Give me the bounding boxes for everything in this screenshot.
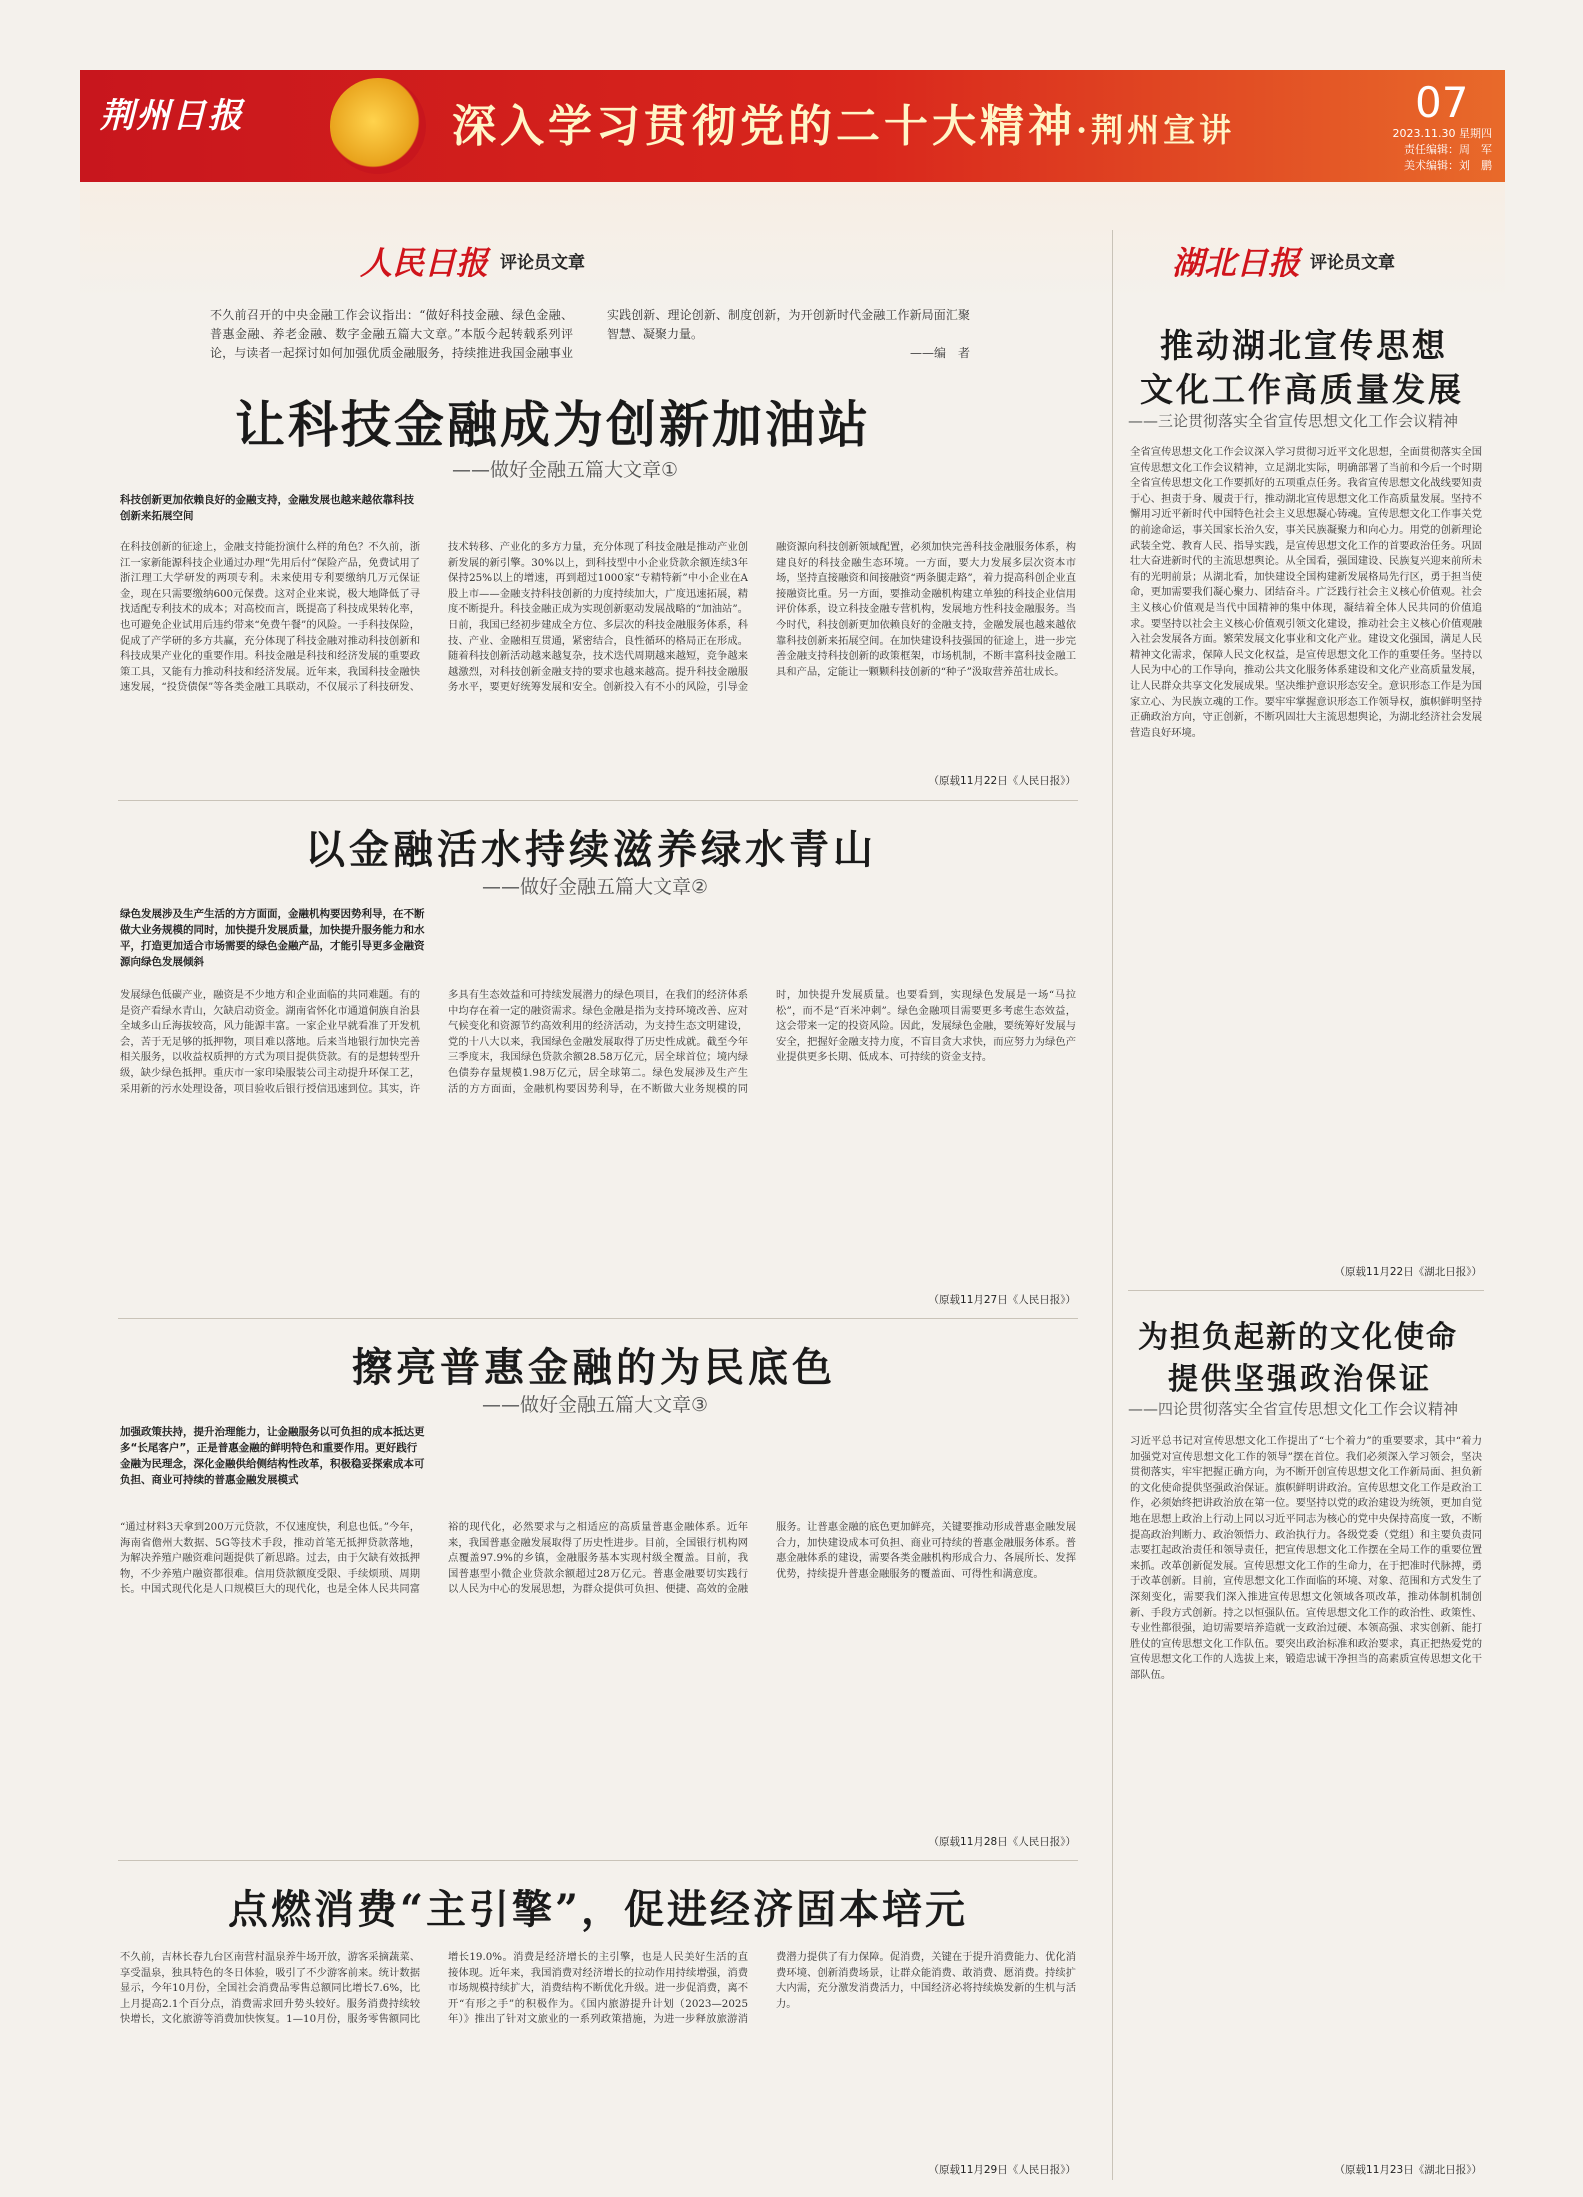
- article-4-body: 不久前，吉林长春九台区南营村温泉养牛场开放，游客采摘蔬菜、享受温泉，独具特色的冬日体验，吸引了不少游客前来。统计数据显示，今年10月份，全国社会消费品零售总额同比增长7.6%，比上月提高2.1个百分点，消费需求回升势头较好。服务消费持续较快增长，文化旅游等消费加快恢复。1—10月份，服务零售额同比增长19.0%。消费是经济增长的主引擎，也是人民美好生活的直接体现。近年来，我国消费对经济增长的拉动作用持续增强，消费市场规模持续扩大，消费结构不断优化升级。进一步促消费，离不开“有形之手”的积极作为。《国内旅游提升计划（2023—2025年）》推出了针对文旅业的一系列政策措施，为进一步释放旅游消费潜力提供了有力保障。促消费，关键在于提升消费能力、优化消费环境、创新消费场景，让群众能消费、敢消费、愿消费。持续扩大内需，充分激发消费活力，中国经济必将持续焕发新的生机与活力。: [120, 1951, 1076, 2026]
- issue-meta: [1380, 126, 1492, 174]
- series-intro: [210, 306, 970, 363]
- newspaper-logo: 荆州日报: [100, 96, 244, 136]
- hubei-article-1-source: （原载11月22日《湖北日报》）: [1334, 1266, 1482, 1278]
- party-emblem-icon: [330, 78, 426, 174]
- article-3-title: 擦亮普惠金融的为民底色: [352, 1344, 836, 1391]
- article-1-subtitle: ——做好金融五篇大文章①: [452, 459, 679, 481]
- hubei-article-1-separator: [1128, 1290, 1484, 1291]
- banner-title-section: ·荆州宣讲: [1076, 111, 1236, 149]
- article-4-source: （原载11月29日《人民日报》）: [928, 2164, 1076, 2176]
- article-3-separator: [118, 1860, 1078, 1861]
- article-1-lead: 科技创新更加依赖良好的金融支持，金融发展也越来越依靠科技创新来拓展空间: [120, 494, 414, 522]
- article-3-source: （原载11月28日《人民日报》）: [928, 1836, 1076, 1848]
- article-2-body: 发展绿色低碳产业，融资是不少地方和企业面临的共同难题。有的是资产看绿水青山，欠缺启动资金。湖南省怀化市通道侗族自治县全域多山丘海拔较高，风力能源丰富。一家企业早就看准了开发机会，苦于无足够的抵押物，项目难以落地。后来当地银行加快完善相关服务，以收益权质押的方式为项目提供贷款。有的是想转型升级，缺少绿色抵押。重庆市一家印染服装公司主动提升环保工艺，采用新的污水处理设备，项目验收后银行授信迅速到位。其实，许多具有生态效益和可持续发展潜力的绿色项目，在我们的经济体系中均存在着一定的融资需求。绿色金融是指为支持环境改善、应对气候变化和资源节约高效利用的经济活动，为支持生态文明建设，党的十八大以来，我国绿色金融发展取得了历史性成就。截至今年三季度末，我国绿色贷款余额28.58万亿元，居全球首位；境内绿色债券存量规模1.98万亿元，居全球第二。绿色发展涉及生产生活的方方面面，金融机构要因势利导，在不断做大业务规模的同时，加快提升发展质量。也要看到，实现绿色发展是一场“马拉松”，而不是“百米冲刺”。绿色金融项目需要更多考虑生态效益，这会带来一定的投资风险。因此，发展绿色金融，要统筹好发展与安全，把握好金融支持力度，不盲目贪大求快，而应努力为绿色产业提供更多长期、低成本、可持续的资金支持。: [120, 989, 1076, 1095]
- hubei-daily-tag: 评论员文章: [1310, 253, 1395, 273]
- hubei-article-1-title-line1: 推动湖北宣传思想: [1160, 326, 1448, 365]
- page-banner: [80, 70, 1505, 182]
- article-2-subtitle: ——做好金融五篇大文章②: [482, 876, 709, 898]
- hubei-daily-masthead: 湖北日报: [1172, 244, 1301, 282]
- editor-credit: 责任编辑：周 军: [1404, 143, 1492, 156]
- hubei-article-2-title-line1: 为担负起新的文化使命: [1138, 1320, 1458, 1355]
- banner-title-main: 深入学习贯彻党的二十大精神: [452, 101, 1076, 152]
- series-intro-sign: ——编 者: [909, 346, 970, 360]
- article-1-body: 在科技创新的征途上，金融支持能扮演什么样的角色？不久前，浙江一家新能源科技企业通过办理“先用后付”保险产品，免费试用了浙江理工大学研发的两项专利。未来使用专利要缴纳几万元保证金，现在只需要缴纳600元保费。这对企业来说，极大地降低了寻找适配专利技术的成本；对高校而言，既提高了科技成果转化率，也可避免企业试用后违约带来“免费午餐”的风险。一手科技保险，促成了产学研的多方共赢，充分体现了科技金融对推动科技创新和科技成果产业化的重要作用。科技金融是科技和经济发展的重要政策工具，又能有力推动科技和经济发展。近年来，我国科技金融快速发展，“投贷债保”等各类金融工具联动，不仅展示了科技研发、技术转移、产业化的多方力量，充分体现了科技金融是推动产业创新发展的新引擎。30%以上，到科技型中小企业贷款余额连续3年保持25%以上的增速，再到超过1000家“专精特新”中小企业在A股上市——金融支持科技创新的力度持续加大，广度迅速拓展，精度不断提升。科技金融正成为实现创新驱动发展战略的“加油站”。日前，我国已经初步建成全方位、多层次的科技金融服务体系，科技、产业、金融相互贯通，紧密结合，良性循环的格局正在形成。随着科技创新活动越来越复杂，技术迭代周期越来越短，竞争越来越激烈，对科技创新金融支持的要求也越来越高。提升科技金融服务水平，要更好统筹发展和安全。创新投入有不小的风险，引导金融资源向科技创新领域配置，必须加快完善科技金融服务体系，构建良好的科技金融生态环境。一方面，要大力发展多层次资本市场，坚持直接融资和间接融资“两条腿走路”，着力提高科创企业直接融资比重。另一方面，要推动金融机构建立单独的科技企业信用评价体系，设立科技金融专营机构，发展地方性科技金融服务。当今时代，科技创新更加依赖良好的金融支持，金融发展也越来越依靠科技创新来拓展空间。在加快建设科技强国的征途上，进一步完善金融支持科技创新的政策框架，市场机制，不断丰富科技金融工具和产品，定能让一颗颗科技创新的“种子”汲取营养茁壮成长。: [120, 541, 1076, 694]
- article-1-title: 让科技金融成为创新加油站: [235, 395, 871, 454]
- article-3-subtitle: ——做好金融五篇大文章③: [482, 1394, 709, 1416]
- hubei-article-2-source: （原载11月23日《湖北日报》）: [1334, 2164, 1482, 2176]
- section-banner-title: [452, 90, 1235, 154]
- article-4-title: 点燃消费“主引擎”，促进经济固本培元: [228, 1886, 969, 1933]
- hubei-article-1-title-line2: 文化工作高质量发展: [1140, 370, 1464, 409]
- designer-credit: 美术编辑：刘 鹏: [1404, 159, 1492, 172]
- hubei-article-2-body: 习近平总书记对宣传思想文化工作提出了“七个着力”的重要要求，其中“着力加强党对宣传思想文化工作的领导”摆在首位。我们必须深入学习领会，坚决贯彻落实，牢牢把握正确方向，为不断开创宣传思想文化工作新局面、担负新的文化使命提供坚强政治保证。旗帜鲜明讲政治。宣传思想文化工作是政治工作，必须始终把讲政治放在第一位。要坚持以党的政治建设为统领，更加自觉地在思想上政治上行动上同以习近平同志为核心的党中央保持高度一致，不断提高政治判断力、政治领悟力、政治执行力。各级党委（党组）和主要负责同志要扛起政治责任和领导责任，把宣传思想文化工作摆在全局工作的重要位置来抓。改革创新促发展。宣传思想文化工作的生命力，在于把准时代脉搏，勇于改革创新。目前，宣传思想文化工作面临的环境、对象、范围和方式发生了深刻变化，需要我们深入推进宣传思想文化领域各项改革，推动体制机制创新、手段方式创新。持之以恒强队伍。宣传思想文化工作的政治性、政策性、专业性都很强，迫切需要培养造就一支政治过硬、本领高强、求实创新、能打胜仗的宣传思想文化工作队伍。要突出政治标准和政治要求，真正把热爱党的宣传思想文化工作的人选拔上来，锻造忠诚干净担当的高素质宣传思想文化干部队伍。: [1130, 1435, 1482, 1681]
- hubei-article-2-title-line2: 提供坚强政治保证: [1168, 1362, 1432, 1397]
- column-divider: [1112, 230, 1113, 2180]
- hubei-article-2-subtitle: ——四论贯彻落实全省宣传思想文化工作会议精神: [1128, 1400, 1459, 1418]
- series-intro-text: 不久前召开的中央金融工作会议指出：“做好科技金融、绿色金融、普惠金融、养老金融、数字金融五篇大文章。”本版今起转载系列评论，与读者一起探讨如何加强优质金融服务，持续推进我国金融事业实践创新、理论创新、制度创新，为开创新时代金融工作新局面汇聚智慧、凝聚力量。: [210, 308, 970, 360]
- article-2-separator: [118, 1318, 1078, 1319]
- page-number: 07: [1415, 78, 1469, 127]
- people-daily-masthead: 人民日报: [360, 244, 489, 282]
- issue-date: 2023.11.30 星期四: [1392, 127, 1492, 140]
- hubei-article-1-subtitle: ——三论贯彻落实全省宣传思想文化工作会议精神: [1128, 412, 1459, 430]
- article-3-body: “通过材料3天拿到200万元贷款，不仅速度快，利息也低。”今年，海南省儋州大数据、5G等技术手段，推动首笔无抵押贷款落地，为解决养殖户融资难问题提供了新思路。过去，由于欠缺有效抵押物，不少养殖户融资都很难。信用贷款额度受限、手续烦琐、周期长。中国式现代化是人口规模巨大的现代化，也是全体人民共同富裕的现代化，必然要求与之相适应的高质量普惠金融体系。近年来，我国普惠金融发展取得了历史性进步。目前，全国银行机构网点覆盖97.9%的乡镇，金融服务基本实现村级全覆盖。目前，我国普惠型小微企业贷款余额超过28万亿元。普惠金融要切实践行以人民为中心的发展思想，为群众提供可负担、便捷、高效的金融服务。让普惠金融的底色更加鲜亮，关键要推动形成普惠金融发展合力，加快建设成本可负担、商业可持续的普惠金融服务体系。普惠金融体系的建设，需要各类金融机构形成合力、各展所长、发挥优势，持续提升普惠金融服务的覆盖面、可得性和满意度。: [120, 1521, 1076, 1596]
- article-2-lead: 绿色发展涉及生产生活的方方面面，金融机构要因势利导，在不断做大业务规模的同时，加快提升发展质量，加快提升服务能力和水平，打造更加适合市场需要的绿色金融产品，才能引导更多金融资源向绿色发展倾斜: [120, 908, 425, 968]
- article-1-source: （原载11月22日《人民日报》）: [928, 775, 1076, 787]
- article-2-source: （原载11月27日《人民日报》）: [928, 1294, 1076, 1306]
- hubei-article-1-body: 全省宣传思想文化工作会议深入学习贯彻习近平文化思想，全面贯彻落实全国宣传思想文化工作会议精神，立足湖北实际，明确部署了当前和今后一个时期全省宣传思想文化工作要抓好的五项重点任务。我省宣传思想文化战线要知责于心、担责于身、履责于行，推动湖北宣传思想文化工作高质量发展。坚持不懈用习近平新时代中国特色社会主义思想凝心铸魂。宣传思想文化工作事关党的前途命运，事关国家长治久安，事关民族凝聚力和向心力。用党的创新理论武装全党、教育人民、指导实践，是宣传思想文化工作的首要政治任务。巩固壮大奋进新时代的主流思想舆论。从全国看，强国建设、民族复兴迎来前所未有的光明前景；从湖北看，加快建设全国构建新发展格局先行区，勇于担当使命，更加需要我们凝心聚力、团结奋斗。广泛践行社会主义核心价值观。社会主义核心价值观是当代中国精神的集中体现，凝结着全体人民共同的价值追求。要坚持以社会主义核心价值观引领文化建设，推动社会主义核心价值观融入社会发展各方面。繁荣发展文化事业和文化产业。建设文化强国，满足人民精神文化需求，保障人民文化权益，是宣传思想文化工作的重要任务。坚持以人民为中心的工作导向，推动公共文化服务体系建设和文化产业高质量发展，让人民群众共享文化发展成果。坚决维护意识形态安全。意识形态工作是为国家立心、为民族立魂的工作。要牢牢掌握意识形态工作领导权，旗帜鲜明坚持正确政治方向，守正创新，不断巩固壮大主流思想舆论，为湖北经济社会发展营造良好环境。: [1130, 446, 1482, 739]
- people-daily-tag: 评论员文章: [500, 253, 585, 273]
- article-1-separator: [118, 800, 1078, 801]
- article-3-lead: 加强政策扶持，提升治理能力，让金融服务以可负担的成本抵达更多“长尾客户”，正是普惠金融的鲜明特色和重要作用。更好践行金融为民理念，深化金融供给侧结构性改革，积极稳妥探索成本可负担、商业可持续的普惠金融发展模式: [120, 1426, 425, 1486]
- article-2-title: 以金融活水持续滋养绿水青山: [305, 826, 877, 873]
